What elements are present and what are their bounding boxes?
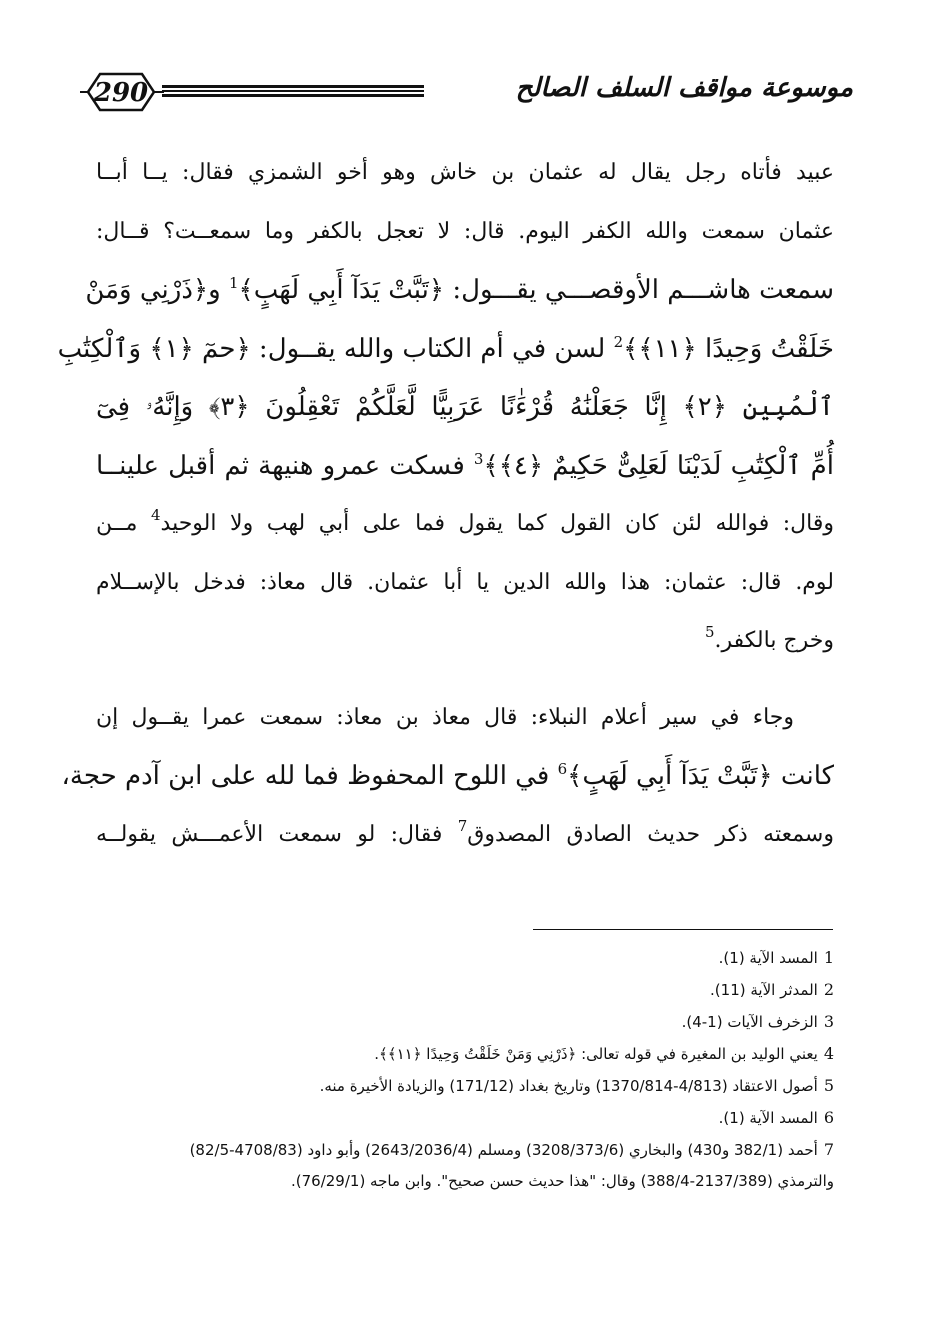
text-line: عبيد فأتاه رجل يقال له عثمان بن خاش وهو أخو الشمزي فقال: يــا أبــا bbox=[96, 160, 834, 185]
footnote-ref: 5 bbox=[704, 623, 715, 641]
footnote bbox=[96, 1070, 834, 1102]
page-number-badge bbox=[78, 68, 164, 116]
footnote-continuation: والترمذي (2137/389-388/4) وقال: "هذا حديث حسن صحيح". وابن ماجه (76/29/1). bbox=[290, 1172, 834, 1190]
text-segment: مــن bbox=[96, 511, 151, 536]
footnote-number: 3 bbox=[823, 1012, 834, 1031]
footnote bbox=[96, 974, 834, 1006]
footnotes bbox=[96, 942, 834, 1196]
footnote-number: 7 bbox=[823, 1140, 834, 1159]
footnote-number: 1 bbox=[823, 948, 834, 967]
footnote-number: 4 bbox=[823, 1044, 834, 1063]
main-text bbox=[57, 144, 834, 864]
text-line bbox=[96, 495, 834, 554]
quran-verse: و﴿ذَرْنِي وَمَنْ bbox=[85, 275, 229, 305]
footnote-number: 5 bbox=[823, 1076, 834, 1095]
footnote-ref: 6 bbox=[557, 760, 568, 778]
quran-verse: خَلَقْتُ وَحِيدًا ﴿١١﴾﴾ bbox=[623, 333, 834, 364]
footnote-ref: 1 bbox=[228, 274, 239, 292]
footnote-text: المدثر الآية (11). bbox=[710, 981, 818, 999]
text-segment: وقال: فوالله لئن كان القول كما يقول فما على أبي لهب ولا الوحيد bbox=[160, 511, 834, 536]
text-segment: في اللوح المحفوظ فما لله على ابن آدم حجة، bbox=[61, 761, 558, 791]
footnote-text: الزخرف الآيات (1-4). bbox=[681, 1013, 818, 1031]
page-header bbox=[78, 64, 853, 134]
footnote-number: 2 bbox=[823, 980, 834, 999]
footnote-ref: 2 bbox=[613, 332, 624, 351]
text-segment: وخرج بالكفر. bbox=[714, 628, 834, 653]
text-segment: لسن في أم الكتاب والله يقــول: ﴿حمٓ ﴿١﴾ وَٱلْكِتَٰبِ bbox=[57, 333, 614, 364]
text-line bbox=[85, 261, 834, 320]
footnote-text: المسد الآية (1). bbox=[718, 1109, 818, 1127]
quran-verse: كانت ﴿تَبَّتْ يَدَآ أَبِي لَهَبٍ﴾ bbox=[567, 761, 834, 791]
text-line bbox=[57, 320, 834, 379]
footnote-text: يعني الوليد بن المغيرة في قوله تعالى: ﴿ذَرْنِي وَمَنْ خَلَقْتُ وَحِيدًا ﴿١١﴾﴾. bbox=[374, 1045, 818, 1063]
footnote bbox=[96, 1102, 834, 1134]
book-title: موسوعة مواقف السلف الصالح bbox=[515, 73, 853, 103]
text-line: عثمان سمعت والله الكفر اليوم. قال: لا تعجل بالكفر وما سمعــت؟ قــال: bbox=[96, 218, 834, 244]
text-segment: فقال: لو سمعت الأعمـــش يقولــه bbox=[96, 821, 458, 847]
quran-verse: سمعت هاشـــم الأوقصـــي يقـــول: ﴿تَبَّتْ يَدَآ أَبِي لَهَبٍ﴾ bbox=[238, 275, 834, 305]
footnote-separator bbox=[533, 929, 833, 930]
text-line bbox=[96, 437, 834, 496]
footnote-text: أصول الاعتقاد (4/813-1370/814) وتاريخ بغداد (171/12) والزيادة الأخيرة منه. bbox=[319, 1077, 818, 1095]
text-line: ٱلْمُبِينِ ﴿٢﴾ إِنَّا جَعَلْنَٰهُ قُرْءَٰنًا عَرَبِيًّا لَّعَلَّكُمْ تَعْقِلُونَ ﴿٣﴾ وَإِنَّهُۥ فِىٓ bbox=[96, 392, 834, 422]
footnote-text: أحمد (382/1 و430) والبخاري (3208/373/6) ومسلم (2643/2036/4) وأبو داود (4708/83-82/5) bbox=[189, 1141, 818, 1159]
text-line bbox=[61, 747, 834, 806]
header-rule bbox=[162, 81, 424, 103]
text-line bbox=[96, 612, 834, 671]
footnote bbox=[96, 1134, 834, 1166]
footnote-number: 6 bbox=[823, 1108, 834, 1127]
text-line: لوم. قال: عثمان: هذا والله الدين يا أبا عثمان. قال معاذ: فدخل بالإســلام bbox=[96, 569, 834, 595]
text-segment: وسمعته ذكر حديث الصادق المصدوق bbox=[467, 821, 834, 847]
text-segment: فسكت عمرو هنيهة ثم أقبل علينــا bbox=[96, 450, 474, 481]
quran-verse: أُمِّ ٱلْكِتَٰبِ لَدَيْنَا لَعَلِىٌّ حَكِيمٌ ﴿٤﴾﴾ bbox=[483, 450, 834, 481]
footnote bbox=[96, 1006, 834, 1038]
text-line bbox=[96, 806, 834, 865]
footnote bbox=[96, 942, 834, 974]
footnote-ref: 3 bbox=[473, 449, 484, 468]
footnote-text: المسد الآية (1). bbox=[718, 949, 818, 967]
text-line: وجاء في سير أعلام النبلاء: قال معاذ بن معاذ: سمعت عمرا يقــول إن bbox=[96, 704, 794, 730]
footnote bbox=[96, 1038, 834, 1070]
footnote-ref: 4 bbox=[150, 506, 161, 524]
page-number: 290 bbox=[93, 78, 149, 108]
footnote-ref: 7 bbox=[457, 816, 468, 835]
